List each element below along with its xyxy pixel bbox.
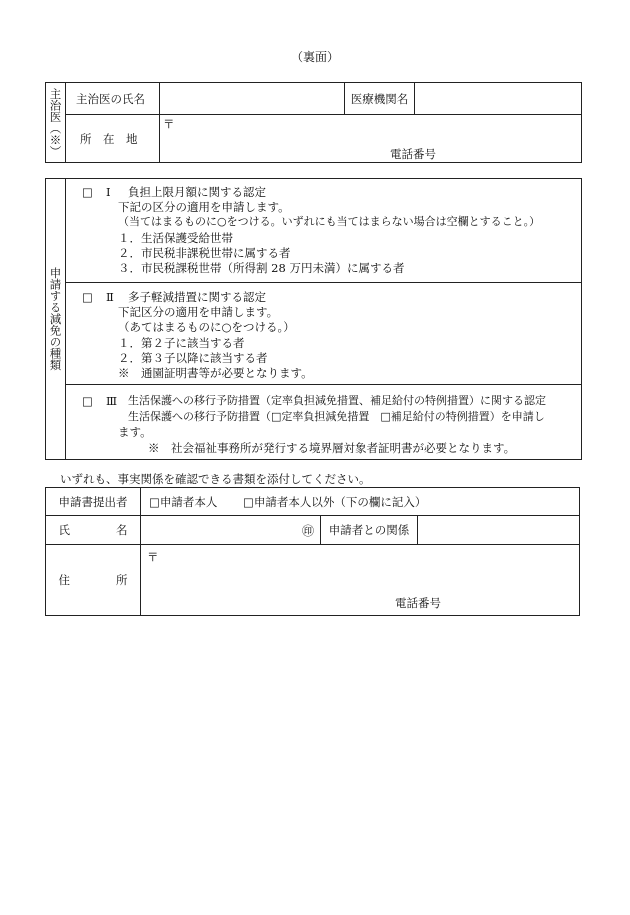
attach-note: いずれも、事実関係を確認できる書類を添付してください。 bbox=[60, 472, 371, 486]
institution-label: 医療機関名 bbox=[350, 91, 409, 106]
section1-checkbox[interactable]: □ bbox=[82, 185, 93, 199]
physician-side-label: 主治医（※） bbox=[48, 88, 63, 157]
reduction-side-label-cell bbox=[46, 179, 66, 460]
section3-heading: 生活保護への移行予防措置（定率負担減免措置、補足給付の特例措置）に関する認定 bbox=[128, 394, 546, 407]
section3-line1: 生活保護への移行予防措置（□定率負担減免措置 □補足給付の特例措置）を申請し bbox=[128, 410, 545, 423]
page-title: （裏面） bbox=[290, 50, 339, 64]
relation-field[interactable] bbox=[418, 516, 580, 545]
section3-cell bbox=[66, 385, 582, 460]
section1-numeral: Ⅰ bbox=[106, 185, 111, 199]
physician-address-field[interactable] bbox=[160, 115, 582, 163]
section3-line2: ます。 bbox=[118, 425, 152, 439]
name-field[interactable] bbox=[141, 516, 321, 545]
address-phone-label: 電話番号 bbox=[395, 596, 441, 610]
section2-note: ※ 通園証明書等が必要となります。 bbox=[118, 366, 313, 380]
physician-name-label: 主治医の氏名 bbox=[76, 91, 145, 106]
section2-item-1: １．第２子に該当する者 bbox=[118, 336, 245, 350]
seal-mark: ㊞ bbox=[301, 523, 314, 538]
submitter-option-other[interactable]: □申請者本人以外（下の欄に記入） bbox=[243, 494, 427, 509]
physician-address-label-cell bbox=[66, 115, 160, 163]
section2-numeral: Ⅱ bbox=[106, 290, 114, 304]
physician-postal-mark: 〒 bbox=[163, 117, 175, 131]
section3-numeral: Ⅲ bbox=[106, 394, 118, 408]
section2-line1: 下記区分の適用を申請します。 bbox=[118, 305, 279, 319]
institution-field[interactable] bbox=[415, 83, 582, 115]
physician-name-label-cell bbox=[66, 83, 160, 115]
institution-label-cell bbox=[345, 83, 415, 115]
section3-note: ※ 社会福祉事務所が発行する境界層対象者証明書が必要となります。 bbox=[148, 441, 516, 455]
submitter-table bbox=[45, 487, 580, 616]
section1-heading: 負担上限月額に関する認定 bbox=[128, 185, 266, 199]
address-postal-mark: 〒 bbox=[147, 550, 159, 564]
section3-checkbox[interactable]: □ bbox=[82, 394, 93, 408]
reduction-side-label: 申請する減免の種類 bbox=[48, 267, 63, 371]
section2-checkbox[interactable]: □ bbox=[82, 290, 93, 304]
submitter-options-cell bbox=[141, 488, 580, 516]
address-field[interactable] bbox=[141, 545, 580, 616]
section1-item-2: ２．市民税非課税世帯に属する者 bbox=[118, 246, 291, 260]
physician-name-field[interactable] bbox=[160, 83, 345, 115]
name-label: 氏 名 bbox=[58, 523, 128, 537]
section1-line1: 下記の区分の適用を申請します。 bbox=[118, 200, 290, 214]
physician-side-label-cell bbox=[46, 83, 66, 163]
section2-heading: 多子軽減措置に関する認定 bbox=[128, 290, 266, 304]
relation-label: 申請者との関係 bbox=[328, 523, 410, 537]
section1-item-1: １．生活保護受給世帯 bbox=[118, 231, 233, 245]
section1-cell bbox=[66, 179, 582, 283]
section2-item-2: ２．第３子以降に該当する者 bbox=[118, 351, 268, 365]
section2-line2: （あてはまるものに○をつける。） bbox=[118, 320, 295, 334]
physician-table bbox=[45, 82, 582, 163]
reduction-table bbox=[45, 178, 582, 460]
name-label-cell bbox=[46, 516, 141, 545]
submitter-option-self[interactable]: □申請者本人 bbox=[149, 494, 218, 509]
submitter-label-cell bbox=[46, 488, 141, 516]
section1-line2: （当てはまるものに○をつける。いずれにも当てはまらない場合は空欄とすること。） bbox=[118, 215, 541, 228]
physician-phone-label: 電話番号 bbox=[390, 147, 436, 161]
section1-item-3: ３．市民税課税世帯（所得割 28 万円未満）に属する者 bbox=[118, 261, 405, 275]
relation-label-cell bbox=[321, 516, 418, 545]
submitter-label: 申請書提出者 bbox=[58, 494, 128, 509]
section2-cell bbox=[66, 283, 582, 385]
physician-address-label: 所 在 地 bbox=[80, 131, 138, 146]
address-label: 住 所 bbox=[58, 573, 128, 587]
address-label-cell bbox=[46, 545, 141, 616]
